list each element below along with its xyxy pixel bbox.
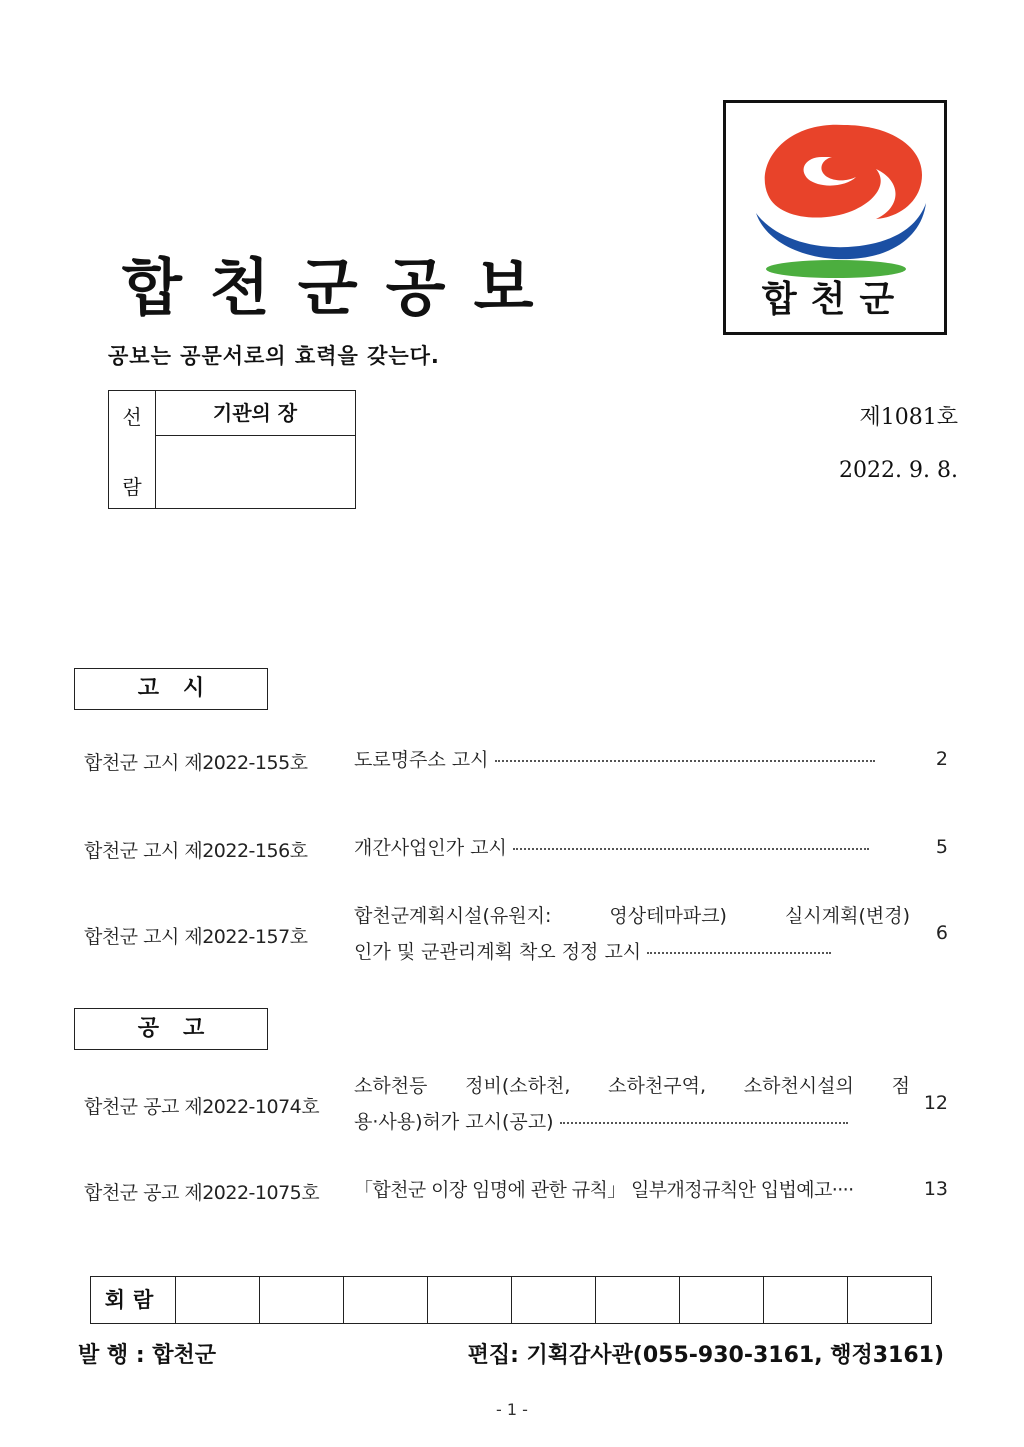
circulation-cell [511,1277,595,1323]
approval-box [108,390,356,509]
editor-contact: 편집: 기획감사관(055-930-3161, 행정3161) [467,1343,944,1368]
approval-label-bottom: 람 [122,475,142,499]
issue-date: 2022. 9. 8. [839,458,958,483]
circulation-cell [595,1277,679,1323]
leader-dots [513,848,869,850]
list-item[interactable] [84,1068,956,1140]
item-page: 13 [923,1178,948,1200]
item-code: 합천군 공고 제2022-1074호 [84,1096,320,1118]
list-item[interactable] [84,830,956,866]
item-page: 6 [935,922,948,944]
leader-dots [560,1122,848,1124]
leader-dots [647,952,831,954]
issue-number: 제1081호 [859,405,958,430]
page-number: - 1 - [496,1400,528,1419]
list-item[interactable] [84,742,956,778]
section-title-notice: 고시 [74,668,268,710]
item-title-line1: 소하천등 정비(소하천, 소하천구역, 소하천시설의 점 [354,1075,910,1097]
item-code: 합천군 고시 제2022-157호 [84,926,308,948]
list-item[interactable] [84,1172,956,1208]
publisher: 발 행 : 합천군 [78,1343,217,1368]
circulation-table [90,1276,932,1324]
circulation-cell [763,1277,847,1323]
section-title-announcement: 공고 [74,1008,268,1050]
leader-dots [495,760,875,762]
item-title: 「합천군 이장 임명에 관한 규칙」 일부개정규칙안 입법예고···· [354,1179,854,1201]
item-code: 합천군 고시 제2022-156호 [84,840,308,862]
item-title-line2: 인가 및 군관리계획 착오 정정 고시 [354,941,642,963]
circulation-cell [679,1277,763,1323]
circulation-cell [175,1277,259,1323]
gazette-title: 합천군공보 [122,251,562,324]
item-title-line1: 합천군계획시설(유원지: 영상테마파크) 실시계획(변경) [354,905,910,927]
approval-label-column [109,391,156,508]
approval-header: 기관의 장 [155,391,355,436]
item-page: 5 [935,836,948,858]
circulation-cell [343,1277,427,1323]
circulation-cell [847,1277,931,1323]
circulation-cell [427,1277,511,1323]
list-item[interactable] [84,898,956,970]
county-logo [723,100,947,335]
circulation-label: 회람 [104,1288,162,1312]
gazette-subtitle: 공보는 공문서로의 효력을 갖는다. [108,344,440,368]
circulation-cell [259,1277,343,1323]
item-page: 12 [923,1092,948,1114]
item-code: 합천군 공고 제2022-1075호 [84,1182,320,1204]
item-title-line2: 용·사용)허가 고시(공고) [354,1111,554,1133]
item-title: 도로명주소 고시 [354,749,489,771]
approval-label-top: 선 [122,405,142,429]
item-page: 2 [935,748,948,770]
item-title: 개간사업인가 고시 [354,837,507,859]
item-code: 합천군 고시 제2022-155호 [84,752,308,774]
logo-text: 합천군 [761,279,909,320]
